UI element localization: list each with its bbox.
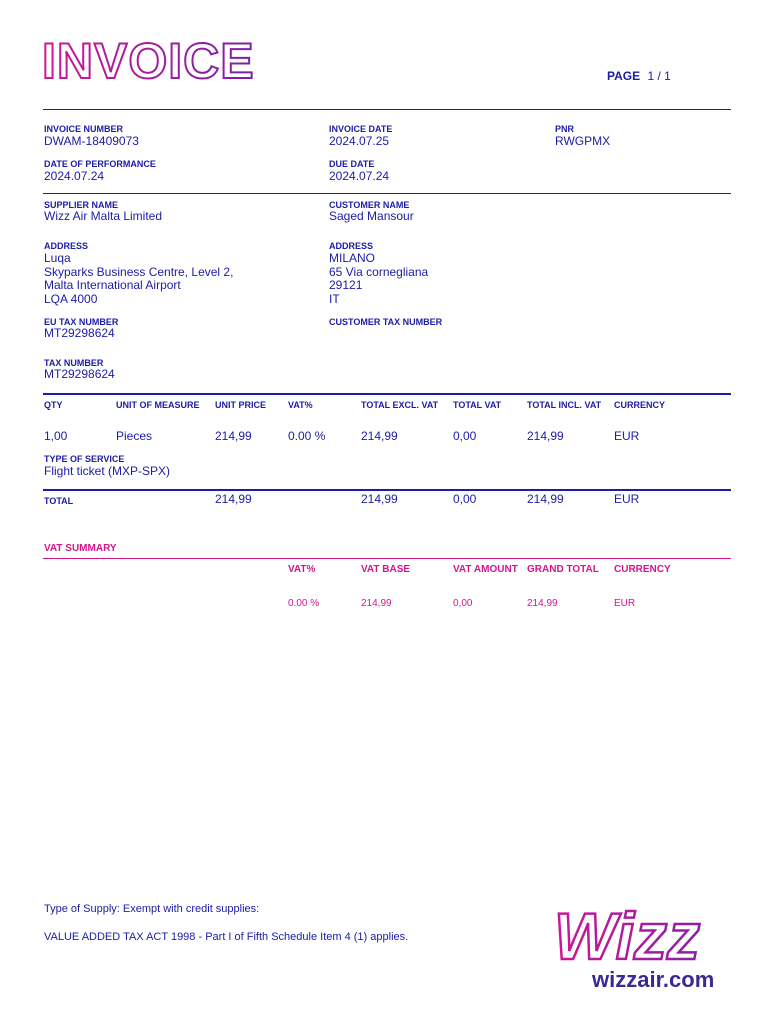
address-line: IT bbox=[329, 291, 340, 306]
wizz-logo bbox=[550, 895, 740, 995]
address-line: 65 Via cornegliana bbox=[329, 264, 429, 279]
customer-name: Saged Mansour bbox=[329, 209, 414, 223]
vat-currency: EUR bbox=[614, 598, 636, 609]
item-total-incl: 214,99 bbox=[527, 429, 564, 443]
page-value: 1 / 1 bbox=[647, 69, 671, 83]
invoice-number: DWAM-18409073 bbox=[44, 134, 139, 148]
col-header-unit: UNIT OF MEASURE bbox=[116, 400, 200, 410]
total-unit-price: 214,99 bbox=[215, 492, 252, 506]
address-line: Luqa bbox=[44, 251, 71, 265]
address-line: MILANO bbox=[329, 251, 376, 265]
divider bbox=[43, 109, 731, 110]
col-header-total-vat: TOTAL VAT bbox=[453, 400, 502, 410]
performance-date: 2024.07.24 bbox=[44, 169, 105, 183]
item-currency: EUR bbox=[614, 429, 640, 443]
supplier-address bbox=[44, 252, 233, 306]
item-total-vat: 0,00 bbox=[453, 429, 477, 443]
supplier-name: Wizz Air Malta Limited bbox=[44, 209, 163, 223]
supplier-address-label: ADDRESS bbox=[44, 241, 89, 251]
tax-number: MT29298624 bbox=[44, 367, 115, 381]
pnr-value: RWGPMX bbox=[555, 134, 611, 148]
vat-divider bbox=[43, 558, 731, 559]
total-currency: EUR bbox=[614, 492, 640, 506]
col-header-total-incl: TOTAL INCL. VAT bbox=[527, 400, 602, 410]
item-total-excl: 214,99 bbox=[361, 429, 398, 443]
page-label: PAGE bbox=[607, 69, 641, 83]
customer-tax-label: CUSTOMER TAX NUMBER bbox=[329, 317, 443, 327]
supply-type-note: Type of Supply: Exempt with credit supplies: bbox=[44, 903, 260, 915]
address-line: Malta International Airport bbox=[44, 278, 181, 292]
address-line: 29121 bbox=[329, 278, 363, 292]
customer-address bbox=[329, 252, 428, 306]
item-unit: Pieces bbox=[116, 429, 153, 443]
total-label: TOTAL bbox=[44, 496, 74, 506]
svg-text:Wizz: Wizz bbox=[554, 899, 701, 973]
vat-amount: 0,00 bbox=[453, 598, 473, 609]
vat-header-percent: VAT% bbox=[288, 564, 316, 575]
col-header-unit-price: UNIT PRICE bbox=[215, 400, 267, 410]
customer-name-label: CUSTOMER NAME bbox=[329, 200, 410, 210]
eu-tax-number: MT29298624 bbox=[44, 326, 115, 340]
item-vat-percent: 0.00 % bbox=[288, 429, 326, 443]
divider bbox=[43, 193, 731, 194]
address-line: LQA 4000 bbox=[44, 291, 98, 306]
vat-base: 214,99 bbox=[361, 598, 392, 609]
supplier-name-label: SUPPLIER NAME bbox=[44, 200, 119, 210]
col-header-total-excl: TOTAL EXCL. VAT bbox=[361, 400, 439, 410]
col-header-vat-percent: VAT% bbox=[288, 400, 313, 410]
total-incl: 214,99 bbox=[527, 492, 564, 506]
vat-header-grand-total: GRAND TOTAL bbox=[527, 564, 599, 575]
eu-tax-label: EU TAX NUMBER bbox=[44, 317, 119, 327]
invoice-title bbox=[40, 34, 300, 86]
vat-grand-total: 214,99 bbox=[527, 598, 558, 609]
item-unit-price: 214,99 bbox=[215, 429, 252, 443]
service-type: Flight ticket (MXP-SPX) bbox=[44, 464, 171, 478]
vat-summary-title: VAT SUMMARY bbox=[44, 543, 117, 554]
divider bbox=[43, 393, 731, 395]
tax-number-label: TAX NUMBER bbox=[44, 358, 104, 368]
customer-address-label: ADDRESS bbox=[329, 241, 374, 251]
vat-header-base: VAT BASE bbox=[361, 564, 411, 575]
invoice-number-label: INVOICE NUMBER bbox=[44, 124, 124, 134]
performance-date-label: DATE OF PERFORMANCE bbox=[44, 159, 156, 169]
svg-text:wizzair.com: wizzair.com bbox=[592, 967, 715, 992]
col-header-currency: CURRENCY bbox=[614, 400, 666, 410]
total-vat: 0,00 bbox=[453, 492, 477, 506]
due-date-label: DUE DATE bbox=[329, 159, 375, 169]
vat-percent: 0.00 % bbox=[288, 598, 320, 609]
vat-header-amount: VAT AMOUNT bbox=[453, 564, 518, 575]
due-date: 2024.07.24 bbox=[329, 169, 390, 183]
vat-header-currency: CURRENCY bbox=[614, 564, 671, 575]
svg-text:INVOICE: INVOICE bbox=[42, 34, 255, 86]
invoice-date-label: INVOICE DATE bbox=[329, 124, 393, 134]
page-indicator bbox=[607, 69, 671, 83]
divider bbox=[43, 489, 731, 491]
total-excl: 214,99 bbox=[361, 492, 398, 506]
invoice-date: 2024.07.25 bbox=[329, 134, 390, 148]
pnr-label: PNR bbox=[555, 124, 575, 134]
vat-act-note: VALUE ADDED TAX ACT 1998 - Part I of Fifth Schedule Item 4 (1) applies. bbox=[44, 931, 409, 943]
service-type-label: TYPE OF SERVICE bbox=[44, 454, 125, 464]
col-header-qty: QTY bbox=[44, 400, 63, 410]
item-qty: 1,00 bbox=[44, 429, 68, 443]
address-line: Skyparks Business Centre, Level 2, bbox=[44, 264, 234, 279]
